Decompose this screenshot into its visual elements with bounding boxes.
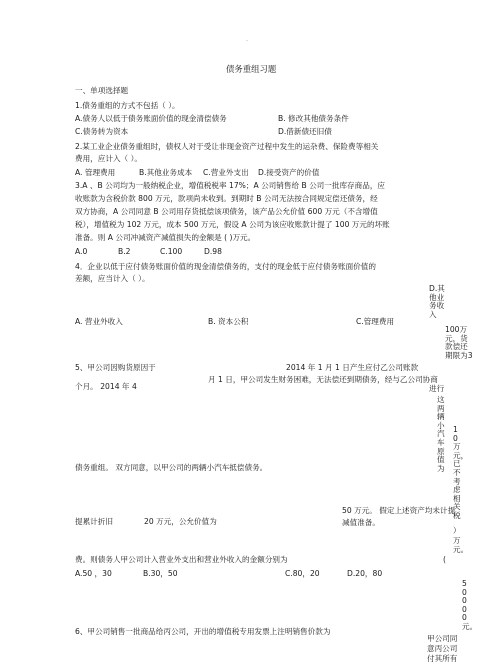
q3-line-3: 双方协商，A 公司同意 B 公司用存货抵偿该项债务，该产品公允价值 600 万元（不含增值 xyxy=(75,207,378,216)
q3-option-a: A.0 xyxy=(75,247,88,256)
q2-option-b: B.其他业务成本 xyxy=(139,168,193,177)
q5-amount: 20 万元，公允价值为 xyxy=(144,517,217,526)
q1-stem: 1.债务重组的方式不包括（ ）。 xyxy=(75,101,180,110)
q2-line-2: 费用，应计入（ ）。 xyxy=(75,154,142,163)
q5-tail: 费。则债务人甲公司计入营业外支出和营业外收入的金额分别为 xyxy=(75,555,288,564)
q3-line-4: 税），增值税为 102 万元，成本 500 万元，假设 A 公司为该应收账款计提了 100 万元的坏账 xyxy=(75,220,390,229)
q6-side-3: 付其所有 xyxy=(427,654,458,663)
q5-value-column: 10万元，已不考虑相关税 xyxy=(453,425,469,520)
q5-unit: 万元。 xyxy=(453,536,469,554)
q5-provision: 提累计折旧 xyxy=(75,517,113,526)
q3-line-2: 收账款为含税价款 800 万元，款项尚未收到。到期时 B 公司无法按合同规定偿还债务，经 xyxy=(75,194,378,203)
q4-line-1: 4．企业以低于应付债务账面价值的现金清偿债务的，支付的现金低于应付债务账面价值的 xyxy=(75,262,376,271)
q6-amount-column: 5000 0 元。 xyxy=(462,579,478,631)
q3-line-1: 3.A 、B 公司均为一般纳税企业，增值税税率 17%；A 公司销售给 B 公司一批库存商品，应 xyxy=(75,181,386,190)
q6-line-1: 6、甲公司销售一批商品给丙公司，开出的增值税专用发票上注明销售价款为 xyxy=(75,627,331,636)
q2-option-a: A. 管理费用 xyxy=(75,168,116,177)
q5-fifty: 50 万元。 假定上述资产均未计提 xyxy=(342,506,456,515)
q4-option-a: A. 营业外收入 xyxy=(75,317,123,326)
q5-car-column: 这两辆小汽车原值为 xyxy=(437,395,445,473)
q2-option-d: D.接受资产的价值 xyxy=(258,168,320,177)
q1-option-d: D.借新债还旧债 xyxy=(278,127,332,136)
page-title: 债务重组习题 xyxy=(226,64,277,74)
q5-date: 2014 年 1 月 1 日产生应付乙公司账款 xyxy=(286,363,419,372)
q2-line-1: 2.某工业企业债务重组时，债权人对于受让非现金资产过程中发生的运杂费、保险费等相关 xyxy=(75,142,379,151)
q3-option-b: B.2 xyxy=(118,247,131,256)
q5-option-c: C.80，20 xyxy=(285,569,320,578)
q5-option-d: D.20，80 xyxy=(347,569,383,578)
header-marker: · xyxy=(246,38,248,45)
q3-option-d: D.98 xyxy=(204,247,222,256)
q5-label: 5、甲公司因购货原因于 xyxy=(75,363,156,372)
q1-option-c: C.债务转为资本 xyxy=(75,127,129,136)
q4-line-2: 差额，应当计入（ ）。 xyxy=(75,274,150,283)
q4-option-b: B. 资本公积 xyxy=(208,317,249,326)
section-heading: 一、单项选择题 xyxy=(75,86,129,95)
q5-paren: ( xyxy=(443,555,446,564)
q5-month: 个月。 2014 年 4 xyxy=(75,382,137,391)
q1-option-b: B. 修改其他债务条件 xyxy=(278,114,349,123)
q3-option-c: C.100 xyxy=(160,247,183,256)
q5-amount-column: 100万元，货款偿还期限为3 xyxy=(445,325,473,360)
q5-impairment: 减值准备。 xyxy=(342,518,380,527)
q6-side-2: 意丙公司 xyxy=(427,644,458,653)
q1-option-a: A.债务人以低于债务账面价值的现金清偿债务 xyxy=(75,114,227,123)
q6-side-1: 甲公司同 xyxy=(427,634,458,643)
q4-option-c: C.管理费用 xyxy=(356,317,395,326)
q2-option-c: C.营业外支出 xyxy=(203,168,249,177)
q5-close-paren: ） xyxy=(453,526,461,535)
q5-restructure: 债务重组。 双方同意，以甲公司的两辆小汽车抵偿债务。 xyxy=(75,463,268,472)
q5-reach: 进行 xyxy=(429,384,445,393)
q3-line-5: 准备。则 A 公司冲减资产减值损失的金额是 ( )万元。 xyxy=(75,233,256,242)
q5-option-b: B.30，50 xyxy=(143,569,178,578)
q5-line-mid: 月 1 日，甲公司发生财务困难，无法偿还到期债务，经与乙公司协商 xyxy=(208,375,438,384)
q5-option-a: A.50 ，30 xyxy=(75,569,112,578)
q4-option-d-column: D.其他业务收入 xyxy=(429,284,445,319)
